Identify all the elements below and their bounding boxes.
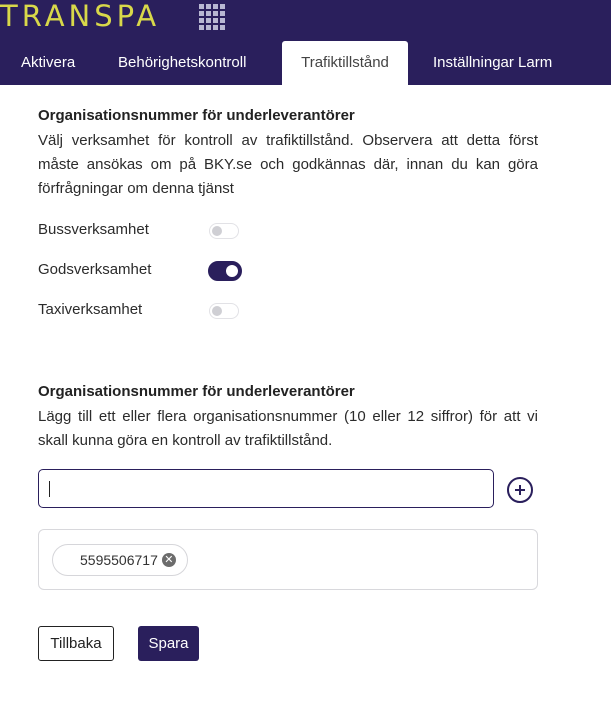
grid-icon[interactable] bbox=[199, 4, 224, 29]
plus-circle-icon[interactable] bbox=[507, 477, 533, 503]
toggle-label-buss: Bussverksamhet bbox=[38, 221, 149, 238]
section-description-org-numbers: Lägg till ett eller flera organisationsnummer (10 eller 12 siffror) för att vi skall kunna göra en kontroll av trafiktillstånd. bbox=[38, 408, 538, 449]
toggle-bussverksamhet[interactable] bbox=[209, 223, 239, 239]
chip-value: 5595506717 bbox=[80, 552, 158, 568]
toggle-label-taxi: Taxiverksamhet bbox=[38, 301, 143, 318]
toggle-godsverksamhet[interactable] bbox=[208, 261, 242, 281]
toggle-label-gods: Godsverksamhet bbox=[38, 261, 152, 278]
section-title-activities: Organisationsnummer för underleverantörer bbox=[38, 107, 355, 124]
tab-installningar-larm[interactable]: Inställningar Larm bbox=[433, 54, 553, 71]
save-button[interactable]: Spara bbox=[138, 626, 199, 661]
tab-bar bbox=[0, 33, 611, 85]
org-number-chip bbox=[52, 544, 188, 576]
section-title-org-numbers: Organisationsnummer för underleverantörer bbox=[38, 383, 355, 400]
org-number-input[interactable] bbox=[38, 469, 494, 508]
close-circle-icon[interactable]: ✕ bbox=[162, 553, 176, 567]
top-header bbox=[0, 0, 611, 33]
org-number-list bbox=[38, 529, 538, 590]
section-description-activities: Välj verksamhet för kontroll av trafiktillstånd. Observera att detta först måste ansökas om på BKY.se och godkännas där, innan du kan göra förfrågningar om denna tjänst bbox=[38, 132, 538, 197]
toggle-taxiverksamhet[interactable] bbox=[209, 303, 239, 319]
tab-aktivera[interactable]: Aktivera bbox=[21, 54, 76, 71]
back-button[interactable]: Tillbaka bbox=[38, 626, 114, 661]
tab-trafiktillstand[interactable]: Trafiktillstånd bbox=[282, 41, 408, 85]
brand-logo: TRANSPA bbox=[0, 0, 161, 33]
text-caret bbox=[49, 481, 50, 497]
tab-behorighetskontroll[interactable]: Behörighetskontroll bbox=[118, 54, 247, 71]
